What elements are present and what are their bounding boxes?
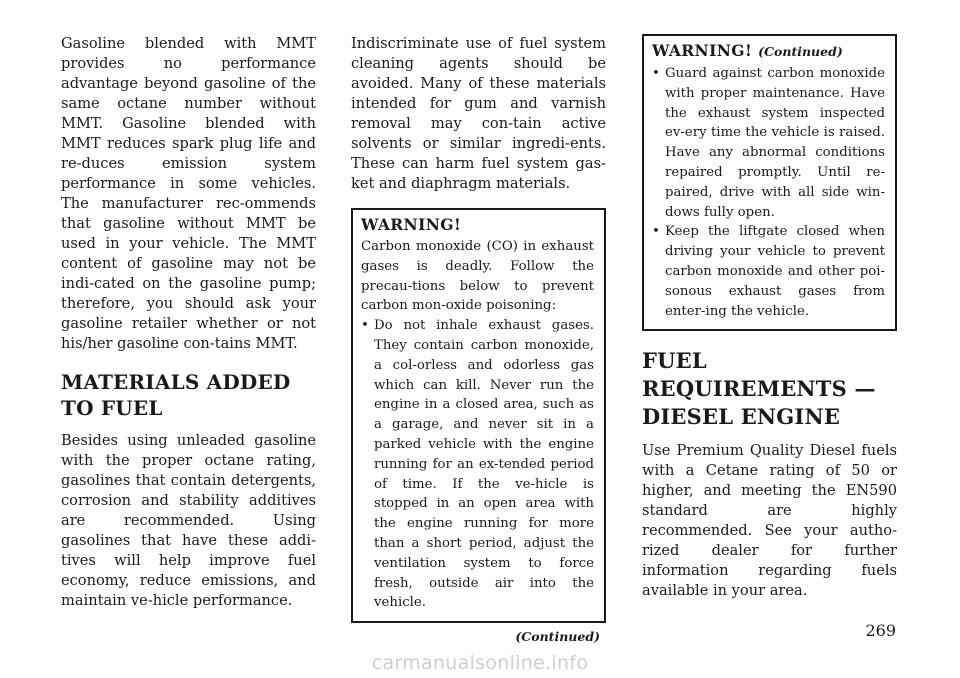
warning-title-text: WARNING! (652, 41, 753, 60)
warning-bullet-item (361, 316, 594, 613)
warning-bullet-text: Keep the liftgate closed when driving your vehicle to prevent carbon monoxide and other poi-sonous exhaust gases from enter-ing the vehicle. (665, 224, 885, 319)
warning-box (351, 208, 606, 623)
warning-title: WARNING! (361, 215, 462, 234)
materials-added-heading: MATERIALS ADDED TO FUEL (61, 370, 291, 420)
cleaning-agents-paragraph: Indiscriminate use of fuel system cleaning agents should be avoided. Many of these materials intended for gum and varnish removal may con-tain active solvents or similar ingredi-ents. These can harm fuel system gas-ket and diaphragm materials. (351, 35, 606, 192)
warning-continued-label: (Continued) (758, 44, 843, 59)
watermark-logo: carmanualsonline.info (371, 652, 589, 674)
warning-bullet-item (652, 222, 885, 321)
fuel-requirements-heading: FUEL REQUIREMENTS — DIESEL ENGINE (642, 348, 876, 430)
bullet-icon: • (652, 66, 660, 81)
bullet-icon: • (361, 318, 369, 334)
warning-list (361, 316, 594, 613)
warning-title-continued (652, 41, 885, 62)
warning-bullet-text: Guard against carbon monoxide with proper maintenance. Have the exhaust system inspected ev-ery time the vehicle is raised. Have any abnormal conditions repaired promptly. Until re-paired, drive with all side win-dows fully open. (665, 66, 885, 220)
warning-box-continued (642, 34, 897, 331)
bullet-icon: • (652, 224, 660, 240)
column-middle (351, 34, 606, 644)
page-number: 269 (865, 621, 896, 640)
continued-label: (Continued) (515, 629, 600, 645)
additives-paragraph: Besides using unleaded gasoline with the proper octane rating, gasolines that contain detergents, corrosion and stability additives are recommended. Using gasolines that have these addi-tives will help improve fuel economy, reduce emissions, and maintain ve-hicle performance. (61, 432, 316, 609)
warning-bullet-item (652, 64, 885, 222)
column-right (642, 34, 897, 601)
warning-bullet-text: Do not inhale exhaust gases. They contain carbon monoxide, a col-orless and odorless gas which can kill. Never run the engine in a closed area, such as a garage, and never sit in a parked vehicle with the engine running for an ex-tended period of time. If the ve-hicle is stopped in an open area with the engine running for more than a short period, adjust the ventilation system to force fresh, outside air into the vehicle. (374, 318, 594, 611)
warning-intro: Carbon monoxide (CO) in exhaust gases is deadly. Follow the precau-tions below to prevent carbon mon-oxide poisoning: (361, 239, 594, 314)
column-left (61, 34, 316, 611)
mmt-paragraph: Gasoline blended with MMT provides no performance advantage beyond gasoline of the same octane number without MMT. Gasoline blended with MMT reduces spark plug life and re-duces emission system performance in some vehicles. The manufacturer rec-ommends that gasoline without MMT be used in your vehicle. The MMT content of gasoline may not be indi-cated on the gasoline pump; therefore, you should ask your gasoline retailer whether or not his/her gasoline con-tains MMT. (61, 35, 316, 352)
diesel-fuel-paragraph: Use Premium Quality Diesel fuels with a Cetane rating of 50 or higher, and meeting the EN590 standard are highly recommended. See your autho-rized dealer for further information regarding fuels available in your area. (642, 442, 897, 600)
warning-list-continued (652, 64, 885, 321)
